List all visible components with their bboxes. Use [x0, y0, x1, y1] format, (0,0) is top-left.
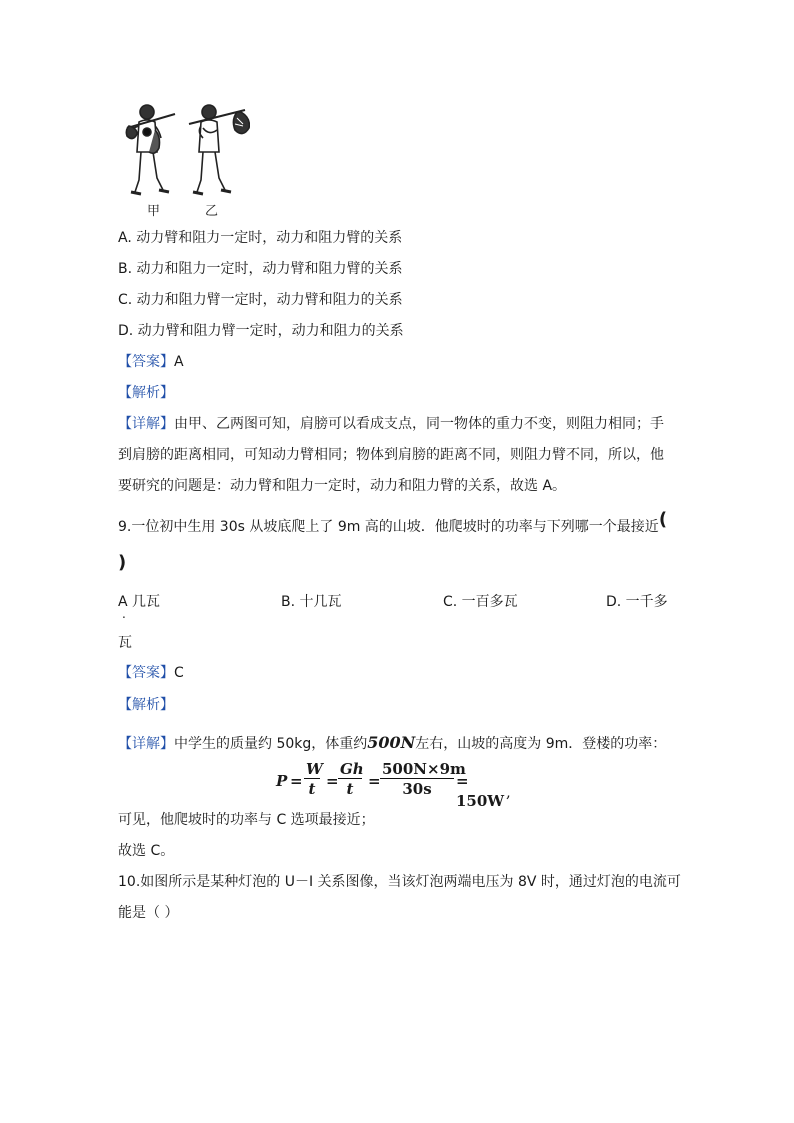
- detail-text: 由甲、乙两图可知，肩膀可以看成支点，同一物体的重力不变，则阻力相同；手: [174, 416, 664, 432]
- lever-figure: [125, 100, 250, 220]
- formula-t-2: t: [346, 780, 354, 798]
- detail-text-b: 左右，山坡的高度为 9m．登楼的功率：: [415, 736, 667, 752]
- q8-detail-line-1: [118, 414, 664, 434]
- q8-option-c: C. 动力和阻力臂一定时，动力臂和阻力的关系: [118, 292, 403, 308]
- q8-option-b: B. 动力和阻力一定时，动力臂和阻力臂的关系: [118, 261, 403, 277]
- q9-stem-text: 9.一位初中生用 30s 从坡底爬上了 9m 高的山坡．他爬坡时的功率与下列哪一个最接近: [118, 519, 659, 535]
- formula-eq-3: =: [368, 772, 381, 790]
- q9-option-a: A 几瓦: [118, 594, 161, 610]
- formula-denominator: 30s: [402, 780, 432, 798]
- boys-carrying-bundle-illustration: [125, 100, 250, 200]
- answer-tag: 【答案】: [118, 665, 174, 681]
- detail-tag: 【详解】: [118, 736, 174, 752]
- q9-choose: 故选 C。: [118, 843, 175, 859]
- weight-value: 500N: [367, 733, 416, 752]
- q10-stem-line-2: 能是（ ）: [118, 905, 179, 921]
- q9-analysis-tag: 【解析】: [118, 697, 174, 713]
- formula-p: P: [276, 772, 288, 790]
- q9-option-b: B. 十几瓦: [281, 594, 342, 610]
- formula-frac-gh-t: [338, 760, 362, 799]
- formula-frac-values: [380, 760, 466, 799]
- q10-stem-line-1: 10.如图所示是某种灯泡的 U－I 关系图像，当该灯泡两端电压为 8V 时，通过灯泡的电流可: [118, 874, 681, 890]
- q9-paren-open: (: [658, 509, 668, 530]
- q9-option-d: D. 一千多: [606, 594, 668, 610]
- q8-detail-line-3: 要研究的问题是：动力臂和阻力一定时，动力和阻力臂的关系，故选 A。: [118, 478, 567, 494]
- figure-label-jia: 甲: [147, 204, 161, 219]
- detail-text-a: 中学生的质量约 50kg，体重约: [174, 736, 368, 752]
- detail-tag: 【详解】: [118, 416, 174, 432]
- q9-option-c: C. 一百多瓦: [443, 594, 518, 610]
- formula-t-1: t: [308, 780, 316, 798]
- q9-conclusion: 可见，他爬坡时的功率与 C 选项最接近；: [118, 812, 375, 828]
- formula-numerator: 500N×9m: [382, 760, 466, 778]
- q9-detail-line: [118, 733, 666, 754]
- q9-paren-close: ): [118, 552, 127, 573]
- answer-tag: 【答案】: [118, 354, 174, 370]
- formula-comma: ,: [506, 783, 511, 801]
- answer-value: A: [174, 354, 184, 370]
- q8-option-d: D. 动力臂和阻力臂一定时，动力和阻力的关系: [118, 323, 404, 339]
- formula-result: = 150W: [456, 772, 505, 810]
- q9-option-d-continued: 瓦: [118, 635, 132, 651]
- q8-answer: [118, 352, 184, 372]
- formula-w: W: [306, 760, 323, 778]
- formula-eq-2: =: [326, 772, 339, 790]
- figure-label-yi: 乙: [205, 204, 219, 219]
- q9-stem: [118, 509, 668, 537]
- formula-gh: Gh: [340, 760, 364, 778]
- q8-analysis-tag: 【解析】: [118, 385, 174, 401]
- q8-option-a: A. 动力臂和阻力一定时，动力和阻力臂的关系: [118, 230, 403, 246]
- q8-detail-line-2: 到肩膀的距离相同，可知动力臂相同；物体到肩膀的距离不同，则阻力臂不同，所以，他: [118, 447, 664, 463]
- q9-answer: [118, 663, 184, 683]
- formula-eq-1: =: [290, 772, 303, 790]
- q9-option-a-dot: .: [122, 607, 126, 621]
- answer-value: C: [174, 665, 184, 681]
- formula-frac-w-t: [304, 760, 323, 799]
